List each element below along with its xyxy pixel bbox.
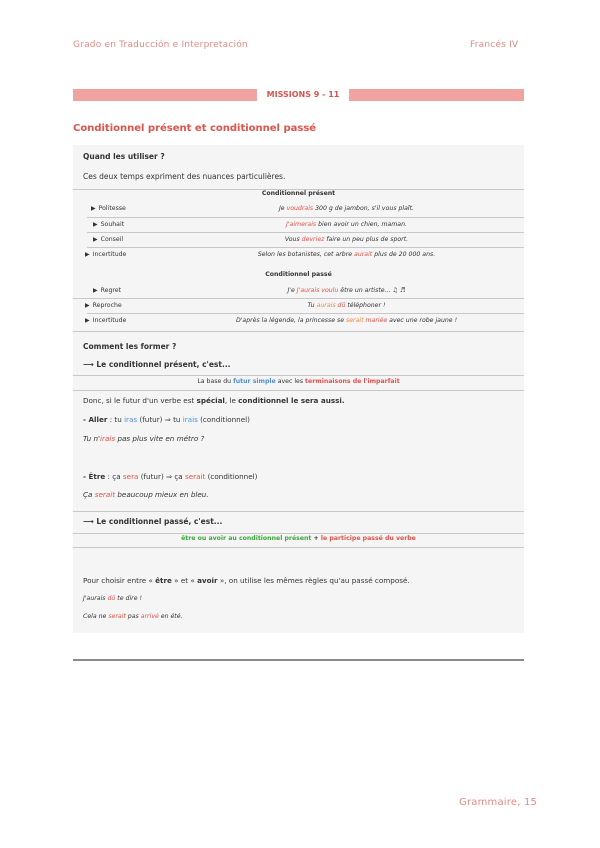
row-label: ▶ Incertitude: [85, 251, 127, 258]
form-heading: Comment les former ?: [83, 342, 177, 351]
divider: [73, 331, 524, 332]
bullet-triangle-icon: ▶: [93, 236, 98, 243]
divider: [87, 232, 524, 233]
when-intro: Ces deux temps expriment des nuances particulières.: [83, 172, 286, 181]
divider: [73, 511, 524, 512]
special-rule: Donc, si le futur d'un verbe est spécial, le conditionnel le sera aussi.: [83, 396, 345, 405]
grammar-box: [73, 145, 524, 633]
bullet-triangle-icon: ▶: [93, 221, 98, 228]
divider: [73, 298, 524, 299]
divider: [73, 375, 524, 376]
row-label: ▶ Regret: [93, 287, 122, 294]
row-label: ▶ Conseil: [93, 236, 124, 243]
row-label: ▶ Souhait: [93, 221, 125, 228]
bullet-triangle-icon: ▶: [85, 302, 90, 309]
present-title: ⟶ Le conditionnel présent, c'est...: [83, 360, 231, 369]
header-level: Francés IV: [470, 40, 519, 50]
row-example: Vous devriez faire un peu plus de sport.: [284, 236, 409, 243]
row-example: Tu aurais dû téléphoner !: [307, 302, 386, 309]
bottom-divider: [73, 659, 524, 661]
present-formula: La base du futur simple avec les terminaisons de l'imparfait: [197, 378, 400, 385]
divider: [73, 390, 524, 391]
choice-rule: Pour choisir entre « être » et « avoir », on utilise les mêmes règles qu'au passé composé.: [83, 576, 410, 585]
arrow-right-icon: ⟶: [83, 360, 94, 369]
divider: [87, 217, 524, 218]
past-example: Cela ne serait pas arrivé en été.: [83, 613, 183, 620]
divider: [73, 533, 524, 534]
row-label: ▶ Politesse: [91, 205, 126, 212]
aller-rule: - Aller : tu iras (futur) ⇒ tu irais (conditionnel): [83, 415, 250, 424]
row-example: J'e J'aurais voulu être un artiste... ♫ ♬: [287, 287, 406, 294]
bullet-triangle-icon: ▶: [93, 287, 98, 294]
divider: [87, 313, 524, 314]
divider: [87, 247, 524, 248]
past-example: J'aurais dû te dire !: [83, 595, 142, 602]
past-header: Conditionnel passé: [265, 271, 332, 278]
past-formula: être ou avoir au conditionnel présent + le participe passé du verbe: [181, 535, 416, 542]
row-example: J'aimerais bien avoir un chien, maman.: [286, 221, 407, 228]
arrow-right-icon: ⟶: [83, 517, 94, 526]
page-footer: Grammaire, 15: [459, 797, 538, 808]
bullet-triangle-icon: ▶: [91, 205, 96, 212]
row-example: D'après la légende, la princesse se serait mariée avec une robe jaune !: [235, 317, 458, 324]
aller-example: Tu n'irais pas plus vite en métro ?: [83, 434, 205, 443]
etre-example: Ça serait beaucoup mieux en bleu.: [83, 490, 209, 499]
section-title: Conditionnel présent et conditionnel passé: [73, 123, 317, 134]
row-example: Selon les botanistes, cet arbre aurait plus de 20 000 ans.: [257, 251, 436, 258]
mission-label: MISSIONS 9 - 11: [257, 86, 349, 104]
divider: [73, 547, 524, 548]
etre-rule: - Être : ça sera (futur) ⇒ ça serait (conditionnel): [83, 472, 258, 481]
header-course: Grado en Traducción e Interpretación: [73, 40, 248, 50]
row-label: ▶ Reproche: [85, 302, 122, 309]
row-label: ▶ Incertitude: [85, 317, 127, 324]
bullet-triangle-icon: ▶: [85, 317, 90, 324]
when-heading: Quand les utiliser ?: [83, 152, 165, 161]
past-title: ⟶ Le conditionnel passé, c'est...: [83, 517, 223, 526]
bullet-triangle-icon: ▶: [85, 251, 90, 258]
row-example: Je voudrais 300 g de jambon, s'il vous plaît.: [278, 205, 415, 212]
present-header: Conditionnel présent: [261, 190, 336, 197]
